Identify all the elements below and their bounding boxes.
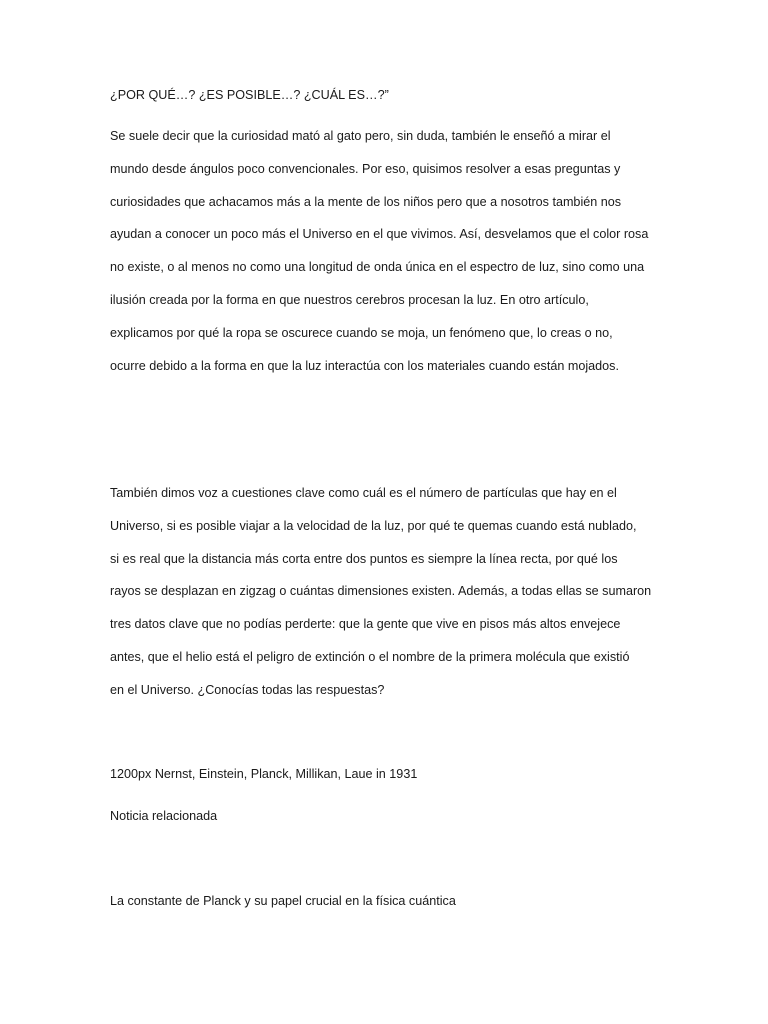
paragraph-line: si es real que la distancia más corta entre dos puntos es siempre la línea recta, por qué los bbox=[110, 551, 618, 566]
paragraph-line: También dimos voz a cuestiones clave como cuál es el número de partículas que hay en el bbox=[110, 486, 617, 500]
paragraph-line: curiosidades que achacamos más a la mente de los niños pero que a nosotros también nos bbox=[110, 194, 622, 209]
paragraph-line: ocurre debido a la forma en que la luz interactúa con los materiales cuando están mojados. bbox=[110, 358, 619, 373]
paragraph-line: tres datos clave que no podías perderte: que la gente que vive en pisos más altos envejece bbox=[110, 617, 621, 632]
image-caption: 1200px Nernst, Einstein, Planck, Millikan, Laue in 1931 bbox=[110, 767, 418, 781]
heading: ¿POR QUÉ…? ¿ES POSIBLE…? ¿CUÁL ES…?” bbox=[110, 88, 389, 102]
paragraph-2 bbox=[110, 486, 651, 716]
paragraph-line: ilusión creada por la forma en que nuestros cerebros procesan la luz. En otro artículo, bbox=[110, 292, 589, 307]
paragraph-line: explicamos por qué la ropa se oscurece cuando se moja, un fenómeno que, lo creas o no, bbox=[110, 325, 613, 340]
paragraph-line: antes, que el helio está el peligro de extinción o el nombre de la primera molécula que existió bbox=[110, 649, 630, 664]
paragraph-line: en el Universo. ¿Conocías todas las respuestas? bbox=[110, 682, 385, 697]
related-label: Noticia relacionada bbox=[110, 809, 218, 823]
paragraph-1 bbox=[110, 129, 648, 391]
paragraph-line: Se suele decir que la curiosidad mató al gato pero, sin duda, también le enseñó a mirar el bbox=[110, 129, 611, 143]
paragraph-line: Universo, si es posible viajar a la velocidad de la luz, por qué te quemas cuando está nublado, bbox=[110, 518, 637, 533]
related-title: La constante de Planck y su papel crucial en la física cuántica bbox=[110, 894, 456, 908]
paragraph-line: rayos se desplazan en zigzag o cuántas dimensiones existen. Además, a todas ellas se sumaron bbox=[110, 584, 652, 599]
paragraph-line: mundo desde ángulos poco convencionales. Por eso, quisimos resolver a esas preguntas y bbox=[110, 161, 621, 176]
paragraph-line: no existe, o al menos no como una longitud de onda única en el espectro de luz, sino como una bbox=[110, 260, 645, 275]
paragraph-line: ayudan a conocer un poco más el Universo en el que vivimos. Así, desvelamos que el color rosa bbox=[110, 227, 649, 242]
